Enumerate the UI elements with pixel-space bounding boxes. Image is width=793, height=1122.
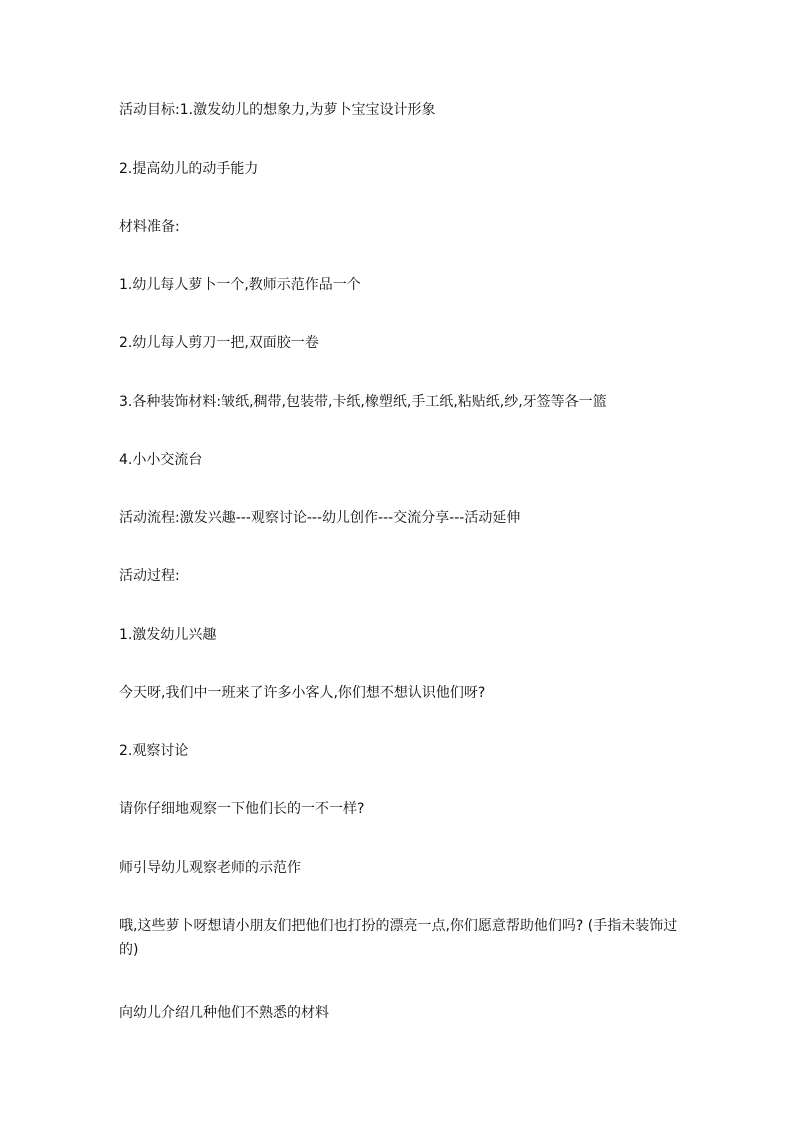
process-text-3: 师引导幼儿观察老师的示范作 [119, 860, 301, 876]
materials-item-2: 2.幼儿每人剪刀一把,双面胶一卷 [119, 335, 319, 351]
goal-line-2: 2.提高幼儿的动手能力 [119, 161, 259, 177]
materials-heading: 材料准备: [119, 219, 180, 235]
process-text-2: 请你仔细地观察一下他们长的一不一样? [119, 801, 365, 817]
activity-flow: 活动流程:激发兴趣---观察讨论---幼儿创作---交流分享---活动延伸 [119, 510, 521, 526]
goal-line: 活动目标:1.激发幼儿的想象力,为萝卜宝宝设计形象 [119, 102, 436, 118]
process-step-1: 1.激发幼儿兴趣 [119, 627, 217, 643]
materials-item-3: 3.各种装饰材料:皱纸,稠带,包装带,卡纸,橡塑纸,手工纸,粘贴纸,纱,牙签等各一篮 [119, 394, 607, 410]
process-text-5: 向幼儿介绍几种他们不熟悉的材料 [119, 1005, 329, 1021]
process-text-4: 哦,这些萝卜呀想请小朋友们把他们也打扮的漂亮一点,你们愿意帮助他们吗? (手指未装饰过的) [119, 918, 678, 958]
materials-item-4: 4.小小交流台 [119, 452, 203, 468]
process-text-1: 今天呀,我们中一班来了许多小客人,你们想不想认识他们呀? [119, 685, 486, 701]
process-heading: 活动过程: [119, 568, 180, 584]
process-step-2: 2.观察讨论 [119, 743, 189, 759]
materials-item-1: 1.幼儿每人萝卜一个,教师示范作品一个 [119, 277, 361, 293]
